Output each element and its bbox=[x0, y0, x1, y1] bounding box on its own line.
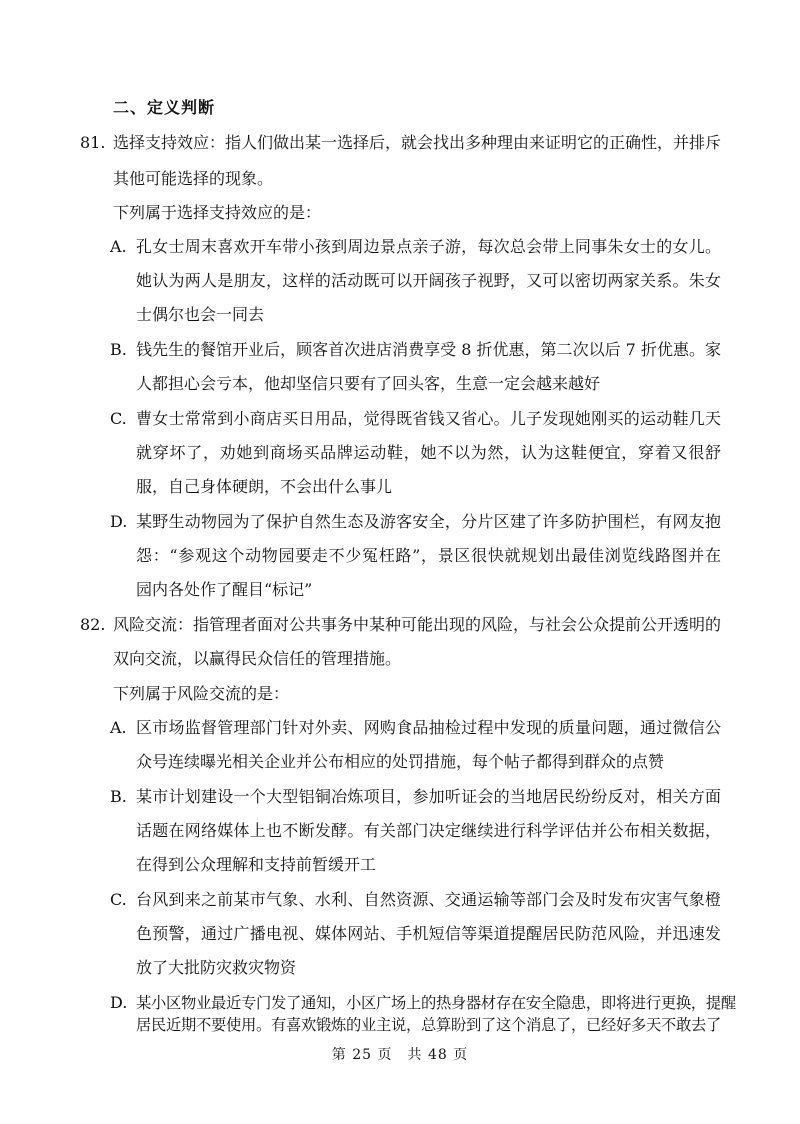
option-line: 钱先生的餐馆开业后，顾客首次进店消费享受 8 折优惠，第二次以后 7 折优惠。家 bbox=[136, 340, 721, 359]
option-letter: A. bbox=[110, 718, 127, 737]
option-line: 某小区物业最近专门发了通知，小区广场上的热身器材存在安全隐患，即将进行更换，提醒 bbox=[136, 994, 736, 1012]
option-line: 色预警，通过广播电视、媒体网站、手机短信等渠道提醒居民防范风险，并迅速发 bbox=[136, 924, 721, 943]
option-line: 就穿坏了，劝她到商场买品牌运动鞋，她不以为然，认为这鞋便宜，穿着又很舒 bbox=[136, 443, 721, 462]
option-line: 曹女士常常到小商店买日用品，觉得既省钱又省心。儿子发现她刚买的运动鞋几天 bbox=[136, 409, 721, 428]
option-letter: C. bbox=[110, 409, 127, 428]
option-line: 区市场监督管理部门针对外卖、网购食品抽检过程中发现的质量问题，通过微信公 bbox=[136, 718, 721, 737]
option-line: 众号连续曝光相关企业并公布相应的处罚措施，每个帖子都得到群众的点赞 bbox=[136, 752, 665, 771]
definition-line: 风险交流：指管理者面对公共事务中某种可能出现的风险，与社会公众提前公开透明的 bbox=[113, 615, 722, 634]
section-title: 二、定义判断 bbox=[113, 98, 216, 117]
question-number: 81. bbox=[80, 133, 106, 152]
option-line: 孔女士周末喜欢开车带小孩到周边景点亲子游，每次总会带上同事朱女士的女儿。 bbox=[136, 237, 721, 256]
option-line: 怨：“参观这个动物园要走不少冤枉路”，景区很快就规划出最佳浏览线路图并在 bbox=[136, 546, 721, 565]
option-letter: D. bbox=[110, 993, 128, 1012]
option-letter: B. bbox=[110, 340, 127, 359]
option-letter: A. bbox=[110, 237, 127, 256]
option-line: 某野生动物园为了保护自然生态及游客安全，分片区建了许多防护围栏，有网友抱 bbox=[136, 512, 721, 531]
option-line: 园内各处作了醒目“标记” bbox=[136, 580, 313, 599]
option-letter: D. bbox=[110, 512, 128, 531]
question-prompt: 下列属于风险交流的是： bbox=[113, 684, 290, 703]
option-letter: C. bbox=[110, 890, 127, 909]
definition-line: 其他可能选择的现象。 bbox=[113, 169, 274, 188]
option-line: 某市计划建设一个大型铝铜冶炼项目，参加听证会的当地居民纷纷反对，相关方面 bbox=[136, 787, 721, 806]
option-line: 在得到公众理解和支持前暂缓开工 bbox=[136, 855, 377, 874]
question-prompt: 下列属于选择支持效应的是： bbox=[113, 203, 322, 222]
option-line: 服，自己身体硬朗，不会出什么事儿 bbox=[136, 477, 393, 496]
option-line: 士偶尔也会一同去 bbox=[136, 305, 265, 324]
option-line: 台风到来之前某市气象、水利、自然资源、交通运输等部门会及时发布灾害气象橙 bbox=[136, 890, 721, 909]
option-line: 人都担心会亏本，他却坚信只要有了回头客，生意一定会越来越好 bbox=[136, 374, 601, 393]
option-line: 居民近期不要使用。有喜欢锻炼的业主说，总算盼到了这个消息了，已经好多天不敢去了 bbox=[136, 1016, 721, 1034]
page-footer: 第 25 页 共 48 页 bbox=[331, 1047, 469, 1063]
option-line: 她认为两人是朋友，这样的活动既可以开阔孩子视野，又可以密切两家关系。朱女 bbox=[136, 271, 721, 290]
option-line: 话题在网络媒体上也不断发酵。有关部门决定继续进行科学评估并公布相关数据， bbox=[136, 821, 721, 840]
option-letter: B. bbox=[110, 787, 127, 806]
option-line: 放了大批防灾救灾物资 bbox=[136, 958, 297, 977]
question-number: 82. bbox=[80, 615, 106, 634]
definition-line: 双向交流，以赢得民众信任的管理措施。 bbox=[113, 649, 402, 668]
definition-line: 选择支持效应：指人们做出某一选择后，就会找出多种理由来证明它的正确性，并排斥 bbox=[113, 133, 722, 152]
